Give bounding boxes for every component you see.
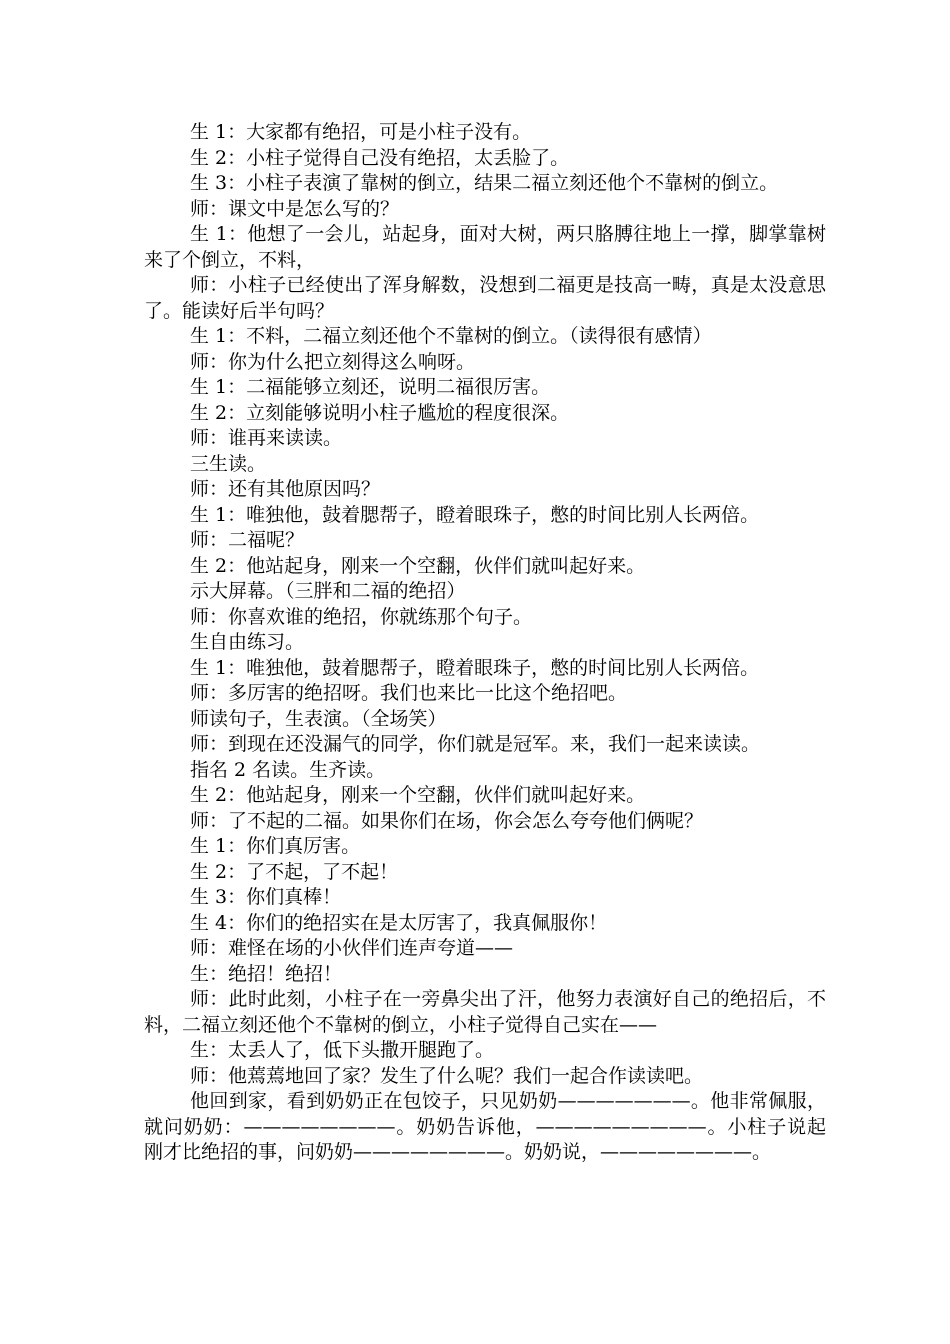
paragraph: 生 2：立刻能够说明小柱子尴尬的程度很深。 — [190, 401, 570, 424]
paragraph: 生 3：你们真棒！ — [190, 886, 342, 908]
paragraph: 示大屏幕。（三胖和二福的绝招） — [190, 580, 466, 602]
paragraph: 师：谁再来读读。 — [190, 427, 343, 449]
paragraph: 生 2：他站起身，刚来一个空翻，伙伴们就叫起好来。 — [190, 784, 646, 806]
paragraph: 生 1：二福能够立刻还，说明二福很厉害。 — [190, 376, 551, 398]
paragraph: 师：你喜欢谁的绝招，你就练那个句子。 — [190, 605, 533, 628]
paragraph: 师：二福呢？ — [190, 529, 305, 551]
paragraph: 师：多厉害的绝招呀。我们也来比一比这个绝招吧。 — [190, 682, 628, 704]
paragraph: 师：还有其他原因吗？ — [190, 478, 381, 500]
paragraph: 师：你为什么把立刻得这么响呀。 — [190, 350, 476, 373]
paragraph: 师：了不起的二福。如果你们在场，你会怎么夸夸他们俩呢？ — [190, 809, 704, 832]
paragraph: 生：太丢人了，低下头撒开腿跑了。 — [190, 1039, 495, 1061]
paragraph: 师：到现在还没漏气的同学，你们就是冠军。来，我们一起来读读。 — [190, 733, 761, 755]
paragraph: 生自由练习。 — [190, 631, 305, 653]
paragraph: 师：他蔫蔫地回了家？发生了什么呢？我们一起合作读读吧。 — [190, 1064, 704, 1087]
paragraph: 生 1：他想了一会儿，站起身，面对大树，两只胳膊往地上一撑，脚掌靠树来了个倒立，不料， — [144, 223, 826, 271]
paragraph: 生 2：他站起身，刚来一个空翻，伙伴们就叫起好来。 — [190, 554, 646, 577]
paragraph: 师：此时此刻，小柱子在一旁鼻尖出了汗，他努力表演好自己的绝招后，不料，二福立刻还他个不靠树的倒立，小柱子觉得自己实在—— — [144, 988, 826, 1036]
paragraph: 生 1：你们真厉害。 — [190, 835, 361, 857]
paragraph: 他回到家，看到奶奶正在包饺子，只见奶奶———————。他非常佩服，就问奶奶：————————。奶奶告诉他，—————————。小柱子说起刚才比绝招的事，问奶奶————————。奶奶说，————————。 — [144, 1090, 826, 1163]
paragraph: 生 1：唯独他，鼓着腮帮子，瞪着眼珠子，憋的时间比别人长两倍。 — [190, 503, 760, 526]
paragraph: 生 4：你们的绝招实在是太厉害了，我真佩服你！ — [190, 911, 608, 934]
paragraph: 师：课文中是怎么写的？ — [190, 197, 400, 220]
paragraph: 三生读。 — [190, 452, 267, 475]
paragraph: 生 1：不料，二福立刻还他个不靠树的倒立。（读得很有感情） — [190, 325, 712, 347]
paragraph: 师：小柱子已经使出了浑身解数，没想到二福更是技高一畴，真是太没意思了。能读好后半句吗？ — [144, 274, 826, 322]
paragraph: 生 3：小柱子表演了靠树的倒立，结果二福立刻还他个不靠树的倒立。 — [190, 172, 779, 194]
paragraph: 师：难怪在场的小伙伴们连声夸道—— — [190, 937, 514, 959]
paragraph: 指名 2 名读。生齐读。 — [190, 758, 386, 781]
paragraph: 生 2：小柱子觉得自己没有绝招，太丢脸了。 — [190, 146, 570, 169]
paragraph: 师读句子，生表演。（全场笑） — [190, 707, 447, 730]
document-body — [144, 120, 826, 1166]
paragraph: 生 1：唯独他，鼓着腮帮子，瞪着眼珠子，憋的时间比别人长两倍。 — [190, 656, 760, 679]
paragraph: 生：绝招！绝招！ — [190, 962, 343, 985]
paragraph: 生 2：了不起，了不起！ — [190, 860, 399, 883]
paragraph: 生 1：大家都有绝招，可是小柱子没有。 — [190, 121, 532, 143]
